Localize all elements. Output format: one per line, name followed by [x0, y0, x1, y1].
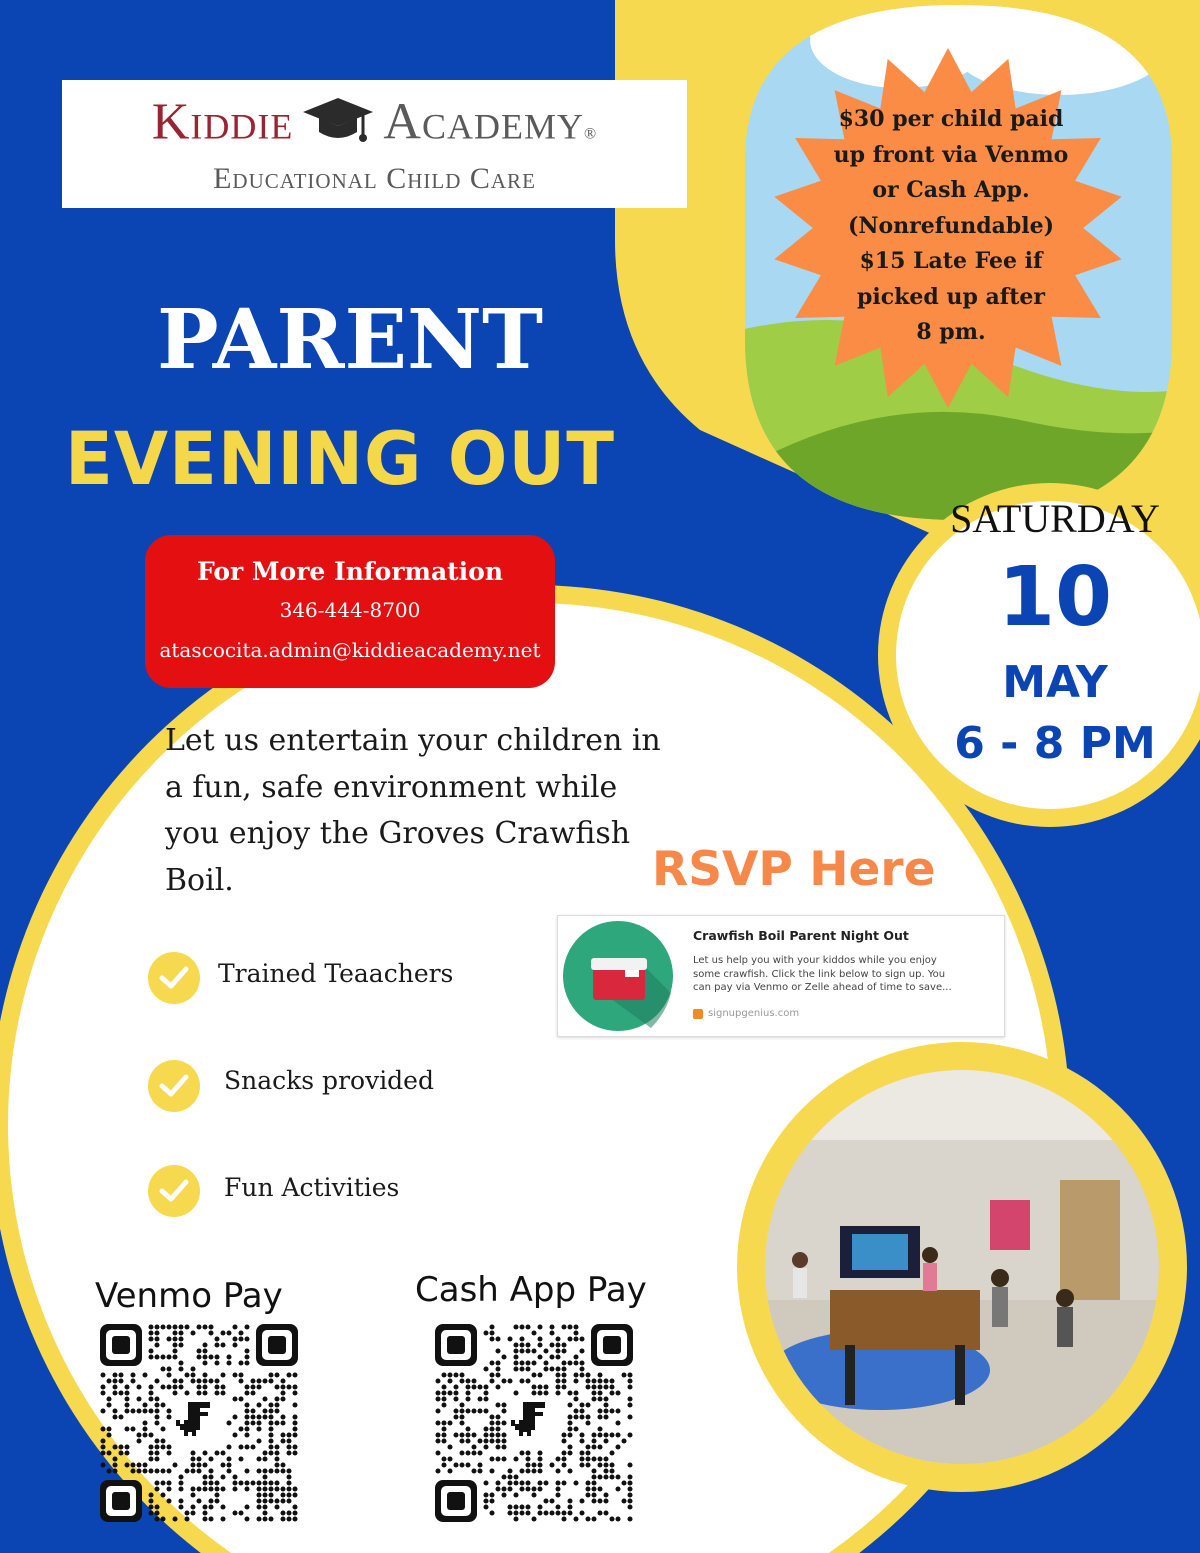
- feature-item: Snacks provided: [224, 1066, 434, 1095]
- contact-email[interactable]: atascocita.admin@kiddieacademy.net: [159, 638, 541, 662]
- check-icon: [148, 1060, 200, 1112]
- graduation-cap-icon: [303, 92, 373, 161]
- event-weekday: SATURDAY: [950, 496, 1160, 541]
- feature-item: Trained Teaachers: [218, 959, 454, 988]
- logo-name-left: Kiddie: [151, 93, 294, 151]
- rsvp-card-title: Crawfish Boil Parent Night Out: [693, 928, 909, 943]
- title-evening-out: EVENING OUT: [65, 415, 615, 503]
- check-icon: [148, 952, 200, 1004]
- rsvp-card-desc-line: can pay via Venmo or Zelle ahead of time to save...: [693, 982, 952, 993]
- rsvp-card-desc-line: Let us help you with your kiddos while you enjoy: [693, 955, 937, 966]
- cashapp-qr-code[interactable]: [435, 1324, 633, 1522]
- price-line: or Cash App.: [872, 177, 1030, 203]
- cooler-icon: [561, 918, 676, 1033]
- contact-info-box: [145, 535, 555, 688]
- rsvp-card-site: signupgenius.com: [708, 1008, 800, 1019]
- feature-item: Fun Activities: [224, 1173, 400, 1202]
- price-line: picked up after: [857, 283, 1045, 310]
- logo-name-right: Academy: [383, 93, 584, 151]
- rsvp-card-description: [693, 954, 993, 995]
- contact-phone[interactable]: 346-444-8700: [279, 598, 421, 622]
- intro-line: Let us entertain your children in: [165, 723, 661, 758]
- site-favicon-icon: [693, 1009, 703, 1019]
- intro-line: Boil.: [165, 862, 234, 898]
- intro-line: you enjoy the Groves Crawfish: [165, 816, 631, 851]
- event-day: 10: [997, 550, 1113, 645]
- event-month: MAY: [1002, 657, 1108, 708]
- contact-heading: For More Information: [196, 557, 504, 586]
- check-icon: [148, 1165, 200, 1217]
- price-line: $30 per child paid: [838, 106, 1064, 132]
- rsvp-heading: RSVP Here: [652, 842, 936, 897]
- event-time: 6 - 8 PM: [954, 718, 1156, 769]
- price-line: $15 Late Fee if: [859, 248, 1043, 274]
- price-details: [820, 102, 1082, 351]
- rsvp-link-card[interactable]: [557, 915, 1005, 1037]
- kiddie-academy-logo: [62, 80, 687, 208]
- registered-mark: ®: [583, 125, 598, 143]
- title-parent: PARENT: [157, 292, 543, 388]
- price-line: 8 pm.: [916, 319, 986, 345]
- intro-paragraph: [165, 718, 685, 904]
- price-line: up front via Venmo: [833, 141, 1069, 168]
- venmo-label: Venmo Pay: [95, 1276, 283, 1316]
- price-line: (Nonrefundable): [847, 212, 1054, 239]
- cashapp-label: Cash App Pay: [415, 1270, 647, 1310]
- logo-tagline: Educational Child Care: [213, 162, 536, 195]
- intro-line: a fun, safe environment while: [165, 769, 618, 805]
- rsvp-card-desc-line: some crawfish. Click the link below to sign up. You: [693, 968, 946, 980]
- venmo-qr-code[interactable]: [100, 1324, 298, 1522]
